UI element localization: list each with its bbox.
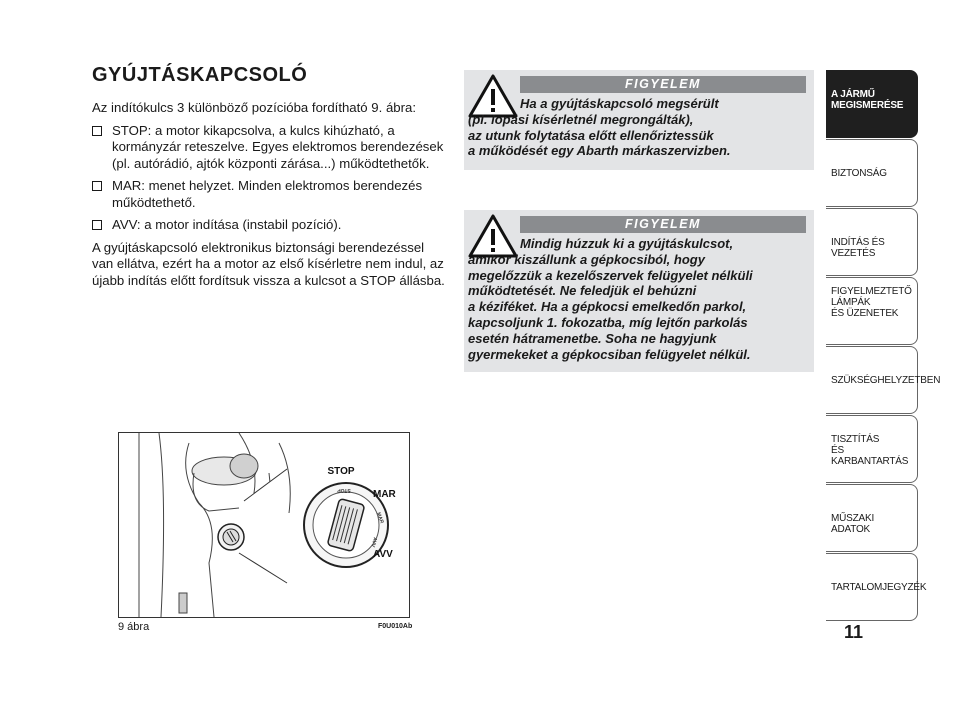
list-item-stop [92, 123, 448, 173]
ignition-switch-illustration [119, 433, 409, 617]
intro-text: Az indítókulcs 3 különböző pozícióba fordítható 9. ábra: [92, 100, 417, 115]
dial-mar-small-label: MAR [375, 511, 385, 525]
dial-stop-small-label: STOP [337, 487, 351, 493]
tab-label: TARTALOMJEGYZÉK [831, 582, 927, 593]
tab-label: A JÁRMŰ MEGISMERÉSE [831, 89, 904, 111]
section-title: GYÚJTÁSKAPCSOLÓ [92, 64, 308, 86]
list-item-avv [92, 217, 448, 234]
list-item-text: STOP: a motor kikapcsolva, a kulcs kihúzható, a kormányzár reteszelve. Egyes elektromos berendezések (pl. autórádió, ajtók központi zárása...) működtethetők. [112, 122, 444, 171]
avv-position-label: AVV [373, 549, 393, 560]
tab-label: INDÍTÁS ÉS VEZETÉS [831, 237, 885, 259]
tab-figyelmezteto-lampak[interactable] [826, 277, 918, 345]
checkbox-bullet-icon [92, 181, 102, 191]
stop-position-label: STOP [327, 466, 355, 477]
tab-label: FIGYELMEZTETŐ LÁMPÁK ÉS ÜZENETEK [831, 286, 912, 319]
tab-muszaki-adatok[interactable] [826, 484, 918, 552]
checkbox-bullet-icon [92, 126, 102, 136]
section-body [92, 100, 448, 295]
list-item-mar [92, 178, 448, 211]
mar-position-label: MAR [373, 489, 396, 500]
figure-caption: 9 ábra [118, 621, 150, 633]
tab-a-jarmu-megismerese[interactable] [826, 70, 918, 138]
tab-inditas-es-vezetes[interactable] [826, 208, 918, 276]
tab-label: MŰSZAKI ADATOK [831, 513, 875, 535]
warning-label: FIGYELEM [520, 76, 806, 93]
warning-box-damaged-switch [464, 70, 814, 170]
warning-box-remove-key [464, 210, 814, 372]
list-item-text: AVV: a motor indítása (instabil pozíció). [112, 217, 342, 232]
ignition-switch-figure [118, 432, 410, 618]
tab-label: TISZTÍTÁS ÉS KARBANTARTÁS [831, 434, 909, 467]
tab-szukseghelyzetben[interactable] [826, 346, 941, 414]
tab-label: SZÜKSÉGHELYZETBEN [831, 375, 941, 386]
warning-text: Mindig húzzuk ki a gyújtáskulcsot, amikor kiszállunk a gépkocsiból, hogy megelőzzük a kezelőszervek felügyelet nélküli működtetését. Ne feledjük el behúzni a kéziféket. Ha a gépkocsi emelkedőn parkol, kapcsoljunk 1. fokozatba, míg lejtőn parkolás esetén hátramenetbe. Soha ne hagyjunk gyermekeket a gépkocsiban felügyelet nélkül. [468, 236, 753, 362]
closing-text: A gyújtáskapcsoló elektronikus biztonsági berendezéssel van ellátva, ezért ha a motor az első kísérletre nem indul, az újabb indítás előtt fordítsuk vissza a kulcsot a STOP állásba. [92, 239, 445, 288]
tab-label: BIZTONSÁG [831, 168, 887, 179]
checkbox-bullet-icon [92, 220, 102, 230]
page-number: 11 [844, 622, 864, 642]
figure-code: F0U010Ab [378, 623, 413, 630]
dial-avv-small-label: AVV [369, 536, 378, 548]
warning-label: FIGYELEM [520, 216, 806, 233]
tab-tartalomjegyzek[interactable] [826, 553, 927, 621]
tab-biztonsag[interactable] [826, 139, 918, 207]
warning-text: Ha a gyújtáskapcsoló megsérült (pl. lopási kísérletnél megrongálták), az utunk folytatása előtt ellenőriztessük a működését egy Abarth márkaszervizben. [468, 96, 731, 159]
list-item-text: MAR: menet helyzet. Minden elektromos berendezés működtethető. [112, 178, 423, 210]
tab-tisztitas-es-karbantartas[interactable] [826, 415, 918, 483]
